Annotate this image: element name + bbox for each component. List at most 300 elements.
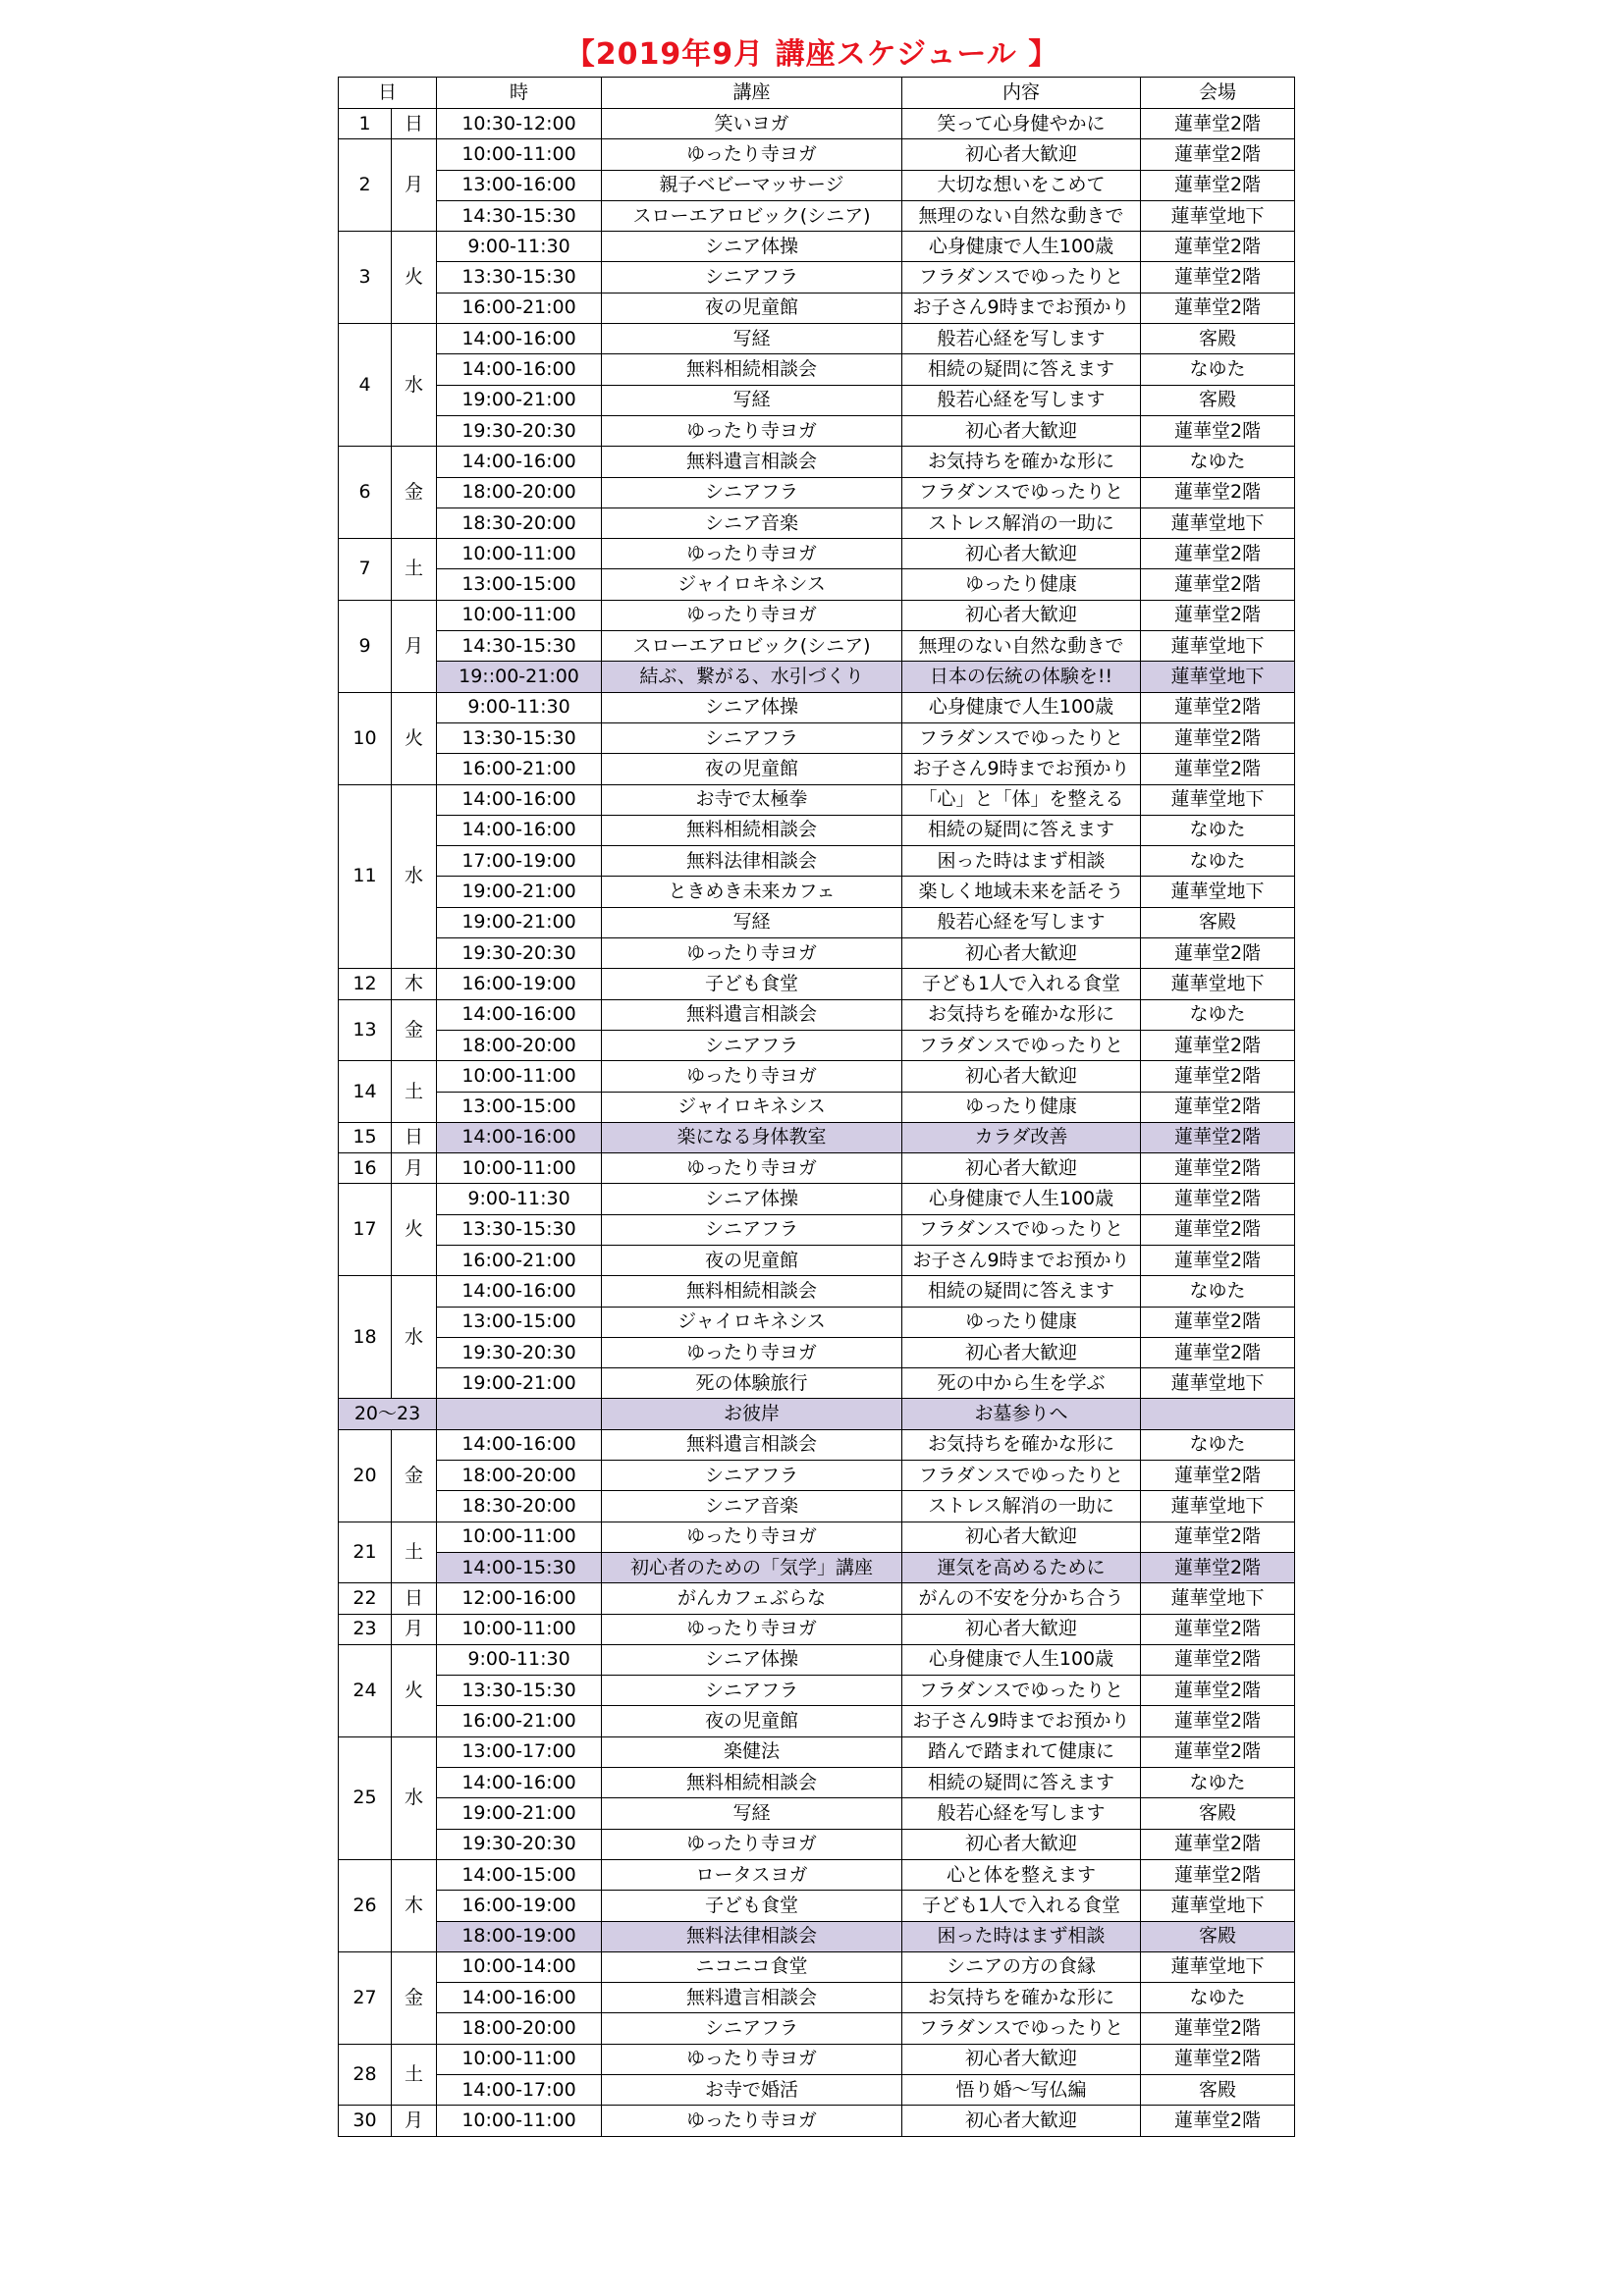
schedule-row (339, 1184, 1295, 1214)
time-cell: 10:00-11:00 (437, 539, 602, 569)
course-cell: 写経 (602, 1798, 902, 1829)
venue-cell: 蓮華堂2階 (1141, 170, 1295, 200)
venue-cell: 蓮華堂2階 (1141, 1614, 1295, 1644)
content-cell: 初心者大歓迎 (902, 539, 1141, 569)
content-cell: フラダンスでゆったりと (902, 1461, 1141, 1491)
time-cell: 14:00-16:00 (437, 447, 602, 477)
venue-cell: 蓮華堂2階 (1141, 754, 1295, 784)
date-cell: 18 (339, 1276, 392, 1399)
content-cell: 心身健康で人生100歳 (902, 1644, 1141, 1675)
schedule-row (339, 846, 1295, 877)
course-cell: 子ども食堂 (602, 1891, 902, 1921)
time-cell: 14:00-16:00 (437, 354, 602, 385)
content-cell: カラダ改善 (902, 1122, 1141, 1152)
time-cell: 14:00-16:00 (437, 1983, 602, 2013)
course-cell: 夜の児童館 (602, 1706, 902, 1736)
schedule-row (339, 969, 1295, 999)
time-cell: 16:00-21:00 (437, 293, 602, 323)
venue-cell: 蓮華堂2階 (1141, 1522, 1295, 1552)
weekday-cell: 月 (392, 1614, 437, 1644)
course-cell: ゆったり寺ヨガ (602, 1153, 902, 1184)
course-cell: ときめき未来カフェ (602, 877, 902, 907)
schedule-row (339, 1951, 1295, 1982)
time-cell: 14:00-16:00 (437, 815, 602, 845)
time-cell: 9:00-11:30 (437, 232, 602, 262)
time-cell: 12:00-16:00 (437, 1583, 602, 1614)
content-cell: ストレス解消の一助に (902, 507, 1141, 538)
venue-cell (1141, 1399, 1295, 1429)
weekday-cell: 木 (392, 1859, 437, 1951)
time-cell: 14:00-15:30 (437, 1552, 602, 1582)
content-cell: フラダンスでゆったりと (902, 2013, 1141, 2044)
schedule-row (339, 938, 1295, 969)
course-cell: ゆったり寺ヨガ (602, 539, 902, 569)
course-cell: 無料遺言相談会 (602, 999, 902, 1030)
schedule-row (339, 1522, 1295, 1552)
time-cell: 10:00-11:00 (437, 600, 602, 630)
time-cell: 18:00-20:00 (437, 2013, 602, 2044)
course-cell: 写経 (602, 324, 902, 354)
time-cell: 14:00-15:00 (437, 1859, 602, 1890)
date-cell: 14 (339, 1061, 392, 1123)
course-cell: 無料相続相談会 (602, 1276, 902, 1307)
time-cell: 14:30-15:30 (437, 200, 602, 231)
date-cell: 1 (339, 109, 392, 139)
schedule-row (339, 2044, 1295, 2074)
course-cell: シニア体操 (602, 232, 902, 262)
date-cell: 4 (339, 324, 392, 447)
venue-cell: 客殿 (1141, 907, 1295, 937)
schedule-row (339, 2013, 1295, 2044)
time-cell: 18:00-20:00 (437, 477, 602, 507)
time-cell: 13:30-15:30 (437, 1214, 602, 1245)
time-cell: 19:00-21:00 (437, 1798, 602, 1829)
time-cell: 18:00-19:00 (437, 1921, 602, 1951)
course-cell: シニアフラ (602, 1214, 902, 1245)
schedule-row (339, 1092, 1295, 1122)
weekday-cell: 日 (392, 1122, 437, 1152)
content-cell: 心身健康で人生100歳 (902, 1184, 1141, 1214)
content-cell: 初心者大歓迎 (902, 1614, 1141, 1644)
course-cell: シニア体操 (602, 1644, 902, 1675)
time-cell: 14:00-16:00 (437, 1122, 602, 1152)
time-cell: 14:00-17:00 (437, 2075, 602, 2106)
venue-cell: 客殿 (1141, 324, 1295, 354)
time-cell: 17:00-19:00 (437, 846, 602, 877)
date-cell: 17 (339, 1184, 392, 1276)
content-cell: 初心者大歓迎 (902, 1153, 1141, 1184)
venue-cell: 蓮華堂地下 (1141, 1583, 1295, 1614)
time-cell: 16:00-21:00 (437, 1245, 602, 1275)
content-cell: フラダンスでゆったりと (902, 262, 1141, 293)
course-cell: シニア音楽 (602, 1491, 902, 1522)
header-time: 時 (437, 78, 602, 109)
schedule-row (339, 1030, 1295, 1060)
date-cell: 24 (339, 1644, 392, 1736)
schedule-row (339, 1461, 1295, 1491)
course-cell: 笑いヨガ (602, 109, 902, 139)
time-cell: 10:00-14:00 (437, 1951, 602, 1982)
time-cell: 14:00-16:00 (437, 324, 602, 354)
content-cell: お子さん9時までお預かり (902, 1245, 1141, 1275)
schedule-row (339, 507, 1295, 538)
schedule-row (339, 1859, 1295, 1890)
schedule-row (339, 1214, 1295, 1245)
venue-cell: なゆた (1141, 846, 1295, 877)
venue-cell: 蓮華堂2階 (1141, 1153, 1295, 1184)
venue-cell: 蓮華堂2階 (1141, 1245, 1295, 1275)
schedule-row (339, 2106, 1295, 2136)
weekday-cell: 水 (392, 324, 437, 447)
content-cell: 悟り婚〜写仏編 (902, 2075, 1141, 2106)
venue-cell: 蓮華堂2階 (1141, 1122, 1295, 1152)
course-cell: ジャイロキネシス (602, 1092, 902, 1122)
content-cell: フラダンスでゆったりと (902, 1214, 1141, 1245)
course-cell: シニアフラ (602, 1030, 902, 1060)
course-cell: 夜の児童館 (602, 754, 902, 784)
schedule-row (339, 1891, 1295, 1921)
schedule-row (339, 1614, 1295, 1644)
venue-cell: 客殿 (1141, 1921, 1295, 1951)
venue-cell: 蓮華堂地下 (1141, 1491, 1295, 1522)
time-cell: 14:00-16:00 (437, 999, 602, 1030)
weekday-cell: 木 (392, 969, 437, 999)
date-cell: 26 (339, 1859, 392, 1951)
schedule-row (339, 1337, 1295, 1367)
schedule-row (339, 1491, 1295, 1522)
schedule-row (339, 109, 1295, 139)
course-cell: ゆったり寺ヨガ (602, 2106, 902, 2136)
course-cell: 子ども食堂 (602, 969, 902, 999)
course-cell: 楽健法 (602, 1736, 902, 1767)
course-cell: 楽になる身体教室 (602, 1122, 902, 1152)
content-cell: フラダンスでゆったりと (902, 477, 1141, 507)
schedule-row (339, 354, 1295, 385)
schedule-body (339, 109, 1295, 2137)
course-cell: 写経 (602, 385, 902, 415)
schedule-row (339, 1276, 1295, 1307)
time-cell: 9:00-11:30 (437, 692, 602, 722)
content-cell: 心身健康で人生100歳 (902, 692, 1141, 722)
course-cell: シニアフラ (602, 477, 902, 507)
content-cell: 無理のない自然な動きで (902, 631, 1141, 662)
weekday-cell: 金 (392, 447, 437, 539)
venue-cell: 蓮華堂2階 (1141, 293, 1295, 323)
content-cell: 初心者大歓迎 (902, 2044, 1141, 2074)
course-cell: お寺で婚活 (602, 2075, 902, 2106)
weekday-cell: 月 (392, 139, 437, 232)
weekday-cell: 水 (392, 784, 437, 969)
content-cell: 「心」と「体」を整える (902, 784, 1141, 815)
course-cell: 無料法律相談会 (602, 1921, 902, 1951)
venue-cell: 蓮華堂地下 (1141, 507, 1295, 538)
time-cell: 19:30-20:30 (437, 415, 602, 446)
date-cell: 7 (339, 539, 392, 601)
content-cell: ゆったり健康 (902, 1307, 1141, 1337)
content-cell: シニアの方の食縁 (902, 1951, 1141, 1982)
venue-cell: 蓮華堂地下 (1141, 1368, 1295, 1399)
course-cell: 結ぶ、繋がる、水引づくり (602, 662, 902, 692)
course-cell: 無料相続相談会 (602, 815, 902, 845)
venue-cell: 蓮華堂2階 (1141, 2106, 1295, 2136)
venue-cell: 蓮華堂2階 (1141, 1184, 1295, 1214)
venue-cell: 蓮華堂2階 (1141, 692, 1295, 722)
venue-cell: 蓮華堂地下 (1141, 1951, 1295, 1982)
schedule-row (339, 722, 1295, 753)
weekday-cell: 土 (392, 2044, 437, 2106)
date-cell: 10 (339, 692, 392, 784)
course-cell: シニア体操 (602, 1184, 902, 1214)
schedule-row (339, 754, 1295, 784)
venue-cell: なゆた (1141, 1983, 1295, 2013)
course-cell: ゆったり寺ヨガ (602, 1061, 902, 1092)
header-row (339, 78, 1295, 109)
schedule-row (339, 385, 1295, 415)
course-cell: 親子ベビーマッサージ (602, 170, 902, 200)
content-cell: お墓参りへ (902, 1399, 1141, 1429)
weekday-cell: 月 (392, 600, 437, 692)
time-cell: 13:30-15:30 (437, 722, 602, 753)
date-cell: 27 (339, 1951, 392, 2044)
course-cell: がんカフェぶらな (602, 1583, 902, 1614)
time-cell: 14:00-16:00 (437, 1276, 602, 1307)
content-cell: 死の中から生を学ぶ (902, 1368, 1141, 1399)
schedule-row (339, 1399, 1295, 1429)
time-cell: 18:30-20:00 (437, 1491, 602, 1522)
venue-cell: 蓮華堂2階 (1141, 938, 1295, 969)
course-cell: シニアフラ (602, 2013, 902, 2044)
content-cell: お気持ちを確かな形に (902, 999, 1141, 1030)
content-cell: お子さん9時までお預かり (902, 1706, 1141, 1736)
venue-cell: 蓮華堂2階 (1141, 1061, 1295, 1092)
weekday-cell: 土 (392, 1061, 437, 1123)
schedule-row (339, 139, 1295, 170)
course-cell: 初心者のための「気学」講座 (602, 1552, 902, 1582)
time-cell: 14:30-15:30 (437, 631, 602, 662)
content-cell: 子ども1人で入れる食堂 (902, 1891, 1141, 1921)
venue-cell: 蓮華堂地下 (1141, 877, 1295, 907)
venue-cell: 蓮華堂2階 (1141, 139, 1295, 170)
course-cell: 死の体験旅行 (602, 1368, 902, 1399)
time-cell: 10:00-11:00 (437, 1153, 602, 1184)
content-cell: 般若心経を写します (902, 1798, 1141, 1829)
venue-cell: なゆた (1141, 447, 1295, 477)
time-cell: 10:30-12:00 (437, 109, 602, 139)
venue-cell: 蓮華堂2階 (1141, 1461, 1295, 1491)
course-cell: ゆったり寺ヨガ (602, 600, 902, 630)
schedule-row (339, 815, 1295, 845)
time-cell: 9:00-11:30 (437, 1644, 602, 1675)
schedule-row (339, 1983, 1295, 2013)
time-cell: 13:30-15:30 (437, 1676, 602, 1706)
content-cell: お気持ちを確かな形に (902, 447, 1141, 477)
weekday-cell: 金 (392, 1429, 437, 1522)
course-cell: ゆったり寺ヨガ (602, 1829, 902, 1859)
course-cell: ゆったり寺ヨガ (602, 139, 902, 170)
content-cell: ゆったり健康 (902, 1092, 1141, 1122)
content-cell: 相続の疑問に答えます (902, 815, 1141, 845)
time-cell (437, 1399, 602, 1429)
schedule-row (339, 877, 1295, 907)
weekday-cell: 火 (392, 692, 437, 784)
course-cell: ジャイロキネシス (602, 569, 902, 600)
time-cell: 16:00-21:00 (437, 754, 602, 784)
venue-cell: 蓮華堂2階 (1141, 1552, 1295, 1582)
venue-cell: 蓮華堂2階 (1141, 415, 1295, 446)
schedule-row (339, 1122, 1295, 1152)
content-cell: 無理のない自然な動きで (902, 200, 1141, 231)
time-cell: 13:00-15:00 (437, 1092, 602, 1122)
schedule-row (339, 1676, 1295, 1706)
schedule-row (339, 415, 1295, 446)
content-cell: 運気を高めるために (902, 1552, 1141, 1582)
time-cell: 18:00-20:00 (437, 1461, 602, 1491)
schedule-row (339, 200, 1295, 231)
schedule-table (338, 77, 1295, 2137)
content-cell: 笑って心身健やかに (902, 109, 1141, 139)
weekday-cell: 月 (392, 1153, 437, 1184)
schedule-row (339, 324, 1295, 354)
content-cell: 初心者大歓迎 (902, 1337, 1141, 1367)
content-cell: フラダンスでゆったりと (902, 1030, 1141, 1060)
weekday-cell: 月 (392, 2106, 437, 2136)
course-cell: シニア音楽 (602, 507, 902, 538)
content-cell: 初心者大歓迎 (902, 1522, 1141, 1552)
course-cell: シニアフラ (602, 262, 902, 293)
date-cell: 12 (339, 969, 392, 999)
time-cell: 16:00-19:00 (437, 1891, 602, 1921)
course-cell: 無料相続相談会 (602, 354, 902, 385)
content-cell: ゆったり健康 (902, 569, 1141, 600)
schedule-row (339, 1768, 1295, 1798)
venue-cell: 蓮華堂2階 (1141, 1307, 1295, 1337)
course-cell: ゆったり寺ヨガ (602, 415, 902, 446)
schedule-row (339, 2075, 1295, 2106)
weekday-cell: 火 (392, 232, 437, 324)
date-cell: 15 (339, 1122, 392, 1152)
course-cell: ゆったり寺ヨガ (602, 1522, 902, 1552)
venue-cell: 蓮華堂地下 (1141, 784, 1295, 815)
time-cell: 13:00-17:00 (437, 1736, 602, 1767)
content-cell: お子さん9時までお預かり (902, 293, 1141, 323)
course-cell: ゆったり寺ヨガ (602, 2044, 902, 2074)
page-title: 【2019年9月 講座スケジュール 】 (565, 37, 1059, 72)
course-cell: ロータスヨガ (602, 1859, 902, 1890)
schedule-row (339, 631, 1295, 662)
date-cell: 21 (339, 1522, 392, 1583)
weekday-cell: 日 (392, 1583, 437, 1614)
weekday-cell: 水 (392, 1276, 437, 1399)
venue-cell: 蓮華堂2階 (1141, 539, 1295, 569)
schedule-row (339, 1798, 1295, 1829)
venue-cell: 蓮華堂2階 (1141, 1030, 1295, 1060)
course-cell: ジャイロキネシス (602, 1307, 902, 1337)
schedule-row (339, 1583, 1295, 1614)
schedule-row (339, 539, 1295, 569)
schedule-row (339, 1429, 1295, 1460)
schedule-row (339, 907, 1295, 937)
content-cell: 般若心経を写します (902, 324, 1141, 354)
date-cell: 16 (339, 1153, 392, 1184)
course-cell: お彼岸 (602, 1399, 902, 1429)
schedule-row (339, 999, 1295, 1030)
schedule-row (339, 262, 1295, 293)
time-cell: 13:00-15:00 (437, 1307, 602, 1337)
content-cell: お気持ちを確かな形に (902, 1983, 1141, 2013)
venue-cell: 蓮華堂2階 (1141, 1337, 1295, 1367)
time-cell: 19:30-20:30 (437, 1337, 602, 1367)
venue-cell: 蓮華堂2階 (1141, 1644, 1295, 1675)
venue-cell: 蓮華堂地下 (1141, 662, 1295, 692)
weekday-cell: 火 (392, 1184, 437, 1276)
course-cell: ニコニコ食堂 (602, 1951, 902, 1982)
content-cell: お子さん9時までお預かり (902, 754, 1141, 784)
content-cell: 初心者大歓迎 (902, 1829, 1141, 1859)
schedule-row (339, 662, 1295, 692)
course-cell: 夜の児童館 (602, 1245, 902, 1275)
time-cell: 10:00-11:00 (437, 1614, 602, 1644)
date-cell: 20 (339, 1429, 392, 1522)
venue-cell: 蓮華堂2階 (1141, 1829, 1295, 1859)
weekday-cell: 土 (392, 1522, 437, 1583)
course-cell: ゆったり寺ヨガ (602, 938, 902, 969)
schedule-row (339, 1245, 1295, 1275)
content-cell: 初心者大歓迎 (902, 415, 1141, 446)
venue-cell: なゆた (1141, 1276, 1295, 1307)
time-cell: 14:00-16:00 (437, 1768, 602, 1798)
content-cell: 初心者大歓迎 (902, 139, 1141, 170)
time-cell: 13:00-15:00 (437, 569, 602, 600)
time-cell: 10:00-11:00 (437, 1061, 602, 1092)
time-cell: 10:00-11:00 (437, 2106, 602, 2136)
weekday-cell: 金 (392, 1951, 437, 2044)
date-cell: 6 (339, 447, 392, 539)
schedule-row (339, 784, 1295, 815)
course-cell: 写経 (602, 907, 902, 937)
date-cell: 13 (339, 999, 392, 1061)
venue-cell: 蓮華堂2階 (1141, 722, 1295, 753)
weekday-cell: 水 (392, 1736, 437, 1859)
time-cell: 18:30-20:00 (437, 507, 602, 538)
content-cell: 初心者大歓迎 (902, 938, 1141, 969)
header-course: 講座 (602, 78, 902, 109)
content-cell: 心と体を整えます (902, 1859, 1141, 1890)
time-cell: 19:30-20:30 (437, 938, 602, 969)
time-cell: 19:00-21:00 (437, 1368, 602, 1399)
date-cell: 22 (339, 1583, 392, 1614)
date-cell: 30 (339, 2106, 392, 2136)
time-cell: 10:00-11:00 (437, 139, 602, 170)
schedule-row (339, 1061, 1295, 1092)
venue-cell: 蓮華堂地下 (1141, 200, 1295, 231)
venue-cell: 蓮華堂2階 (1141, 2044, 1295, 2074)
content-cell: 相続の疑問に答えます (902, 1276, 1141, 1307)
venue-cell: 蓮華堂2階 (1141, 1214, 1295, 1245)
time-cell: 19:30-20:30 (437, 1829, 602, 1859)
schedule-row (339, 1706, 1295, 1736)
schedule-row (339, 1368, 1295, 1399)
content-cell: 子ども1人で入れる食堂 (902, 969, 1141, 999)
date-cell: 9 (339, 600, 392, 692)
time-cell: 19:00-21:00 (437, 385, 602, 415)
venue-cell: 蓮華堂2階 (1141, 1092, 1295, 1122)
schedule-row (339, 170, 1295, 200)
venue-cell: なゆた (1141, 999, 1295, 1030)
course-cell: お寺で太極拳 (602, 784, 902, 815)
content-cell: お気持ちを確かな形に (902, 1429, 1141, 1460)
header-day: 日 (339, 78, 437, 109)
time-cell: 14:00-16:00 (437, 1429, 602, 1460)
